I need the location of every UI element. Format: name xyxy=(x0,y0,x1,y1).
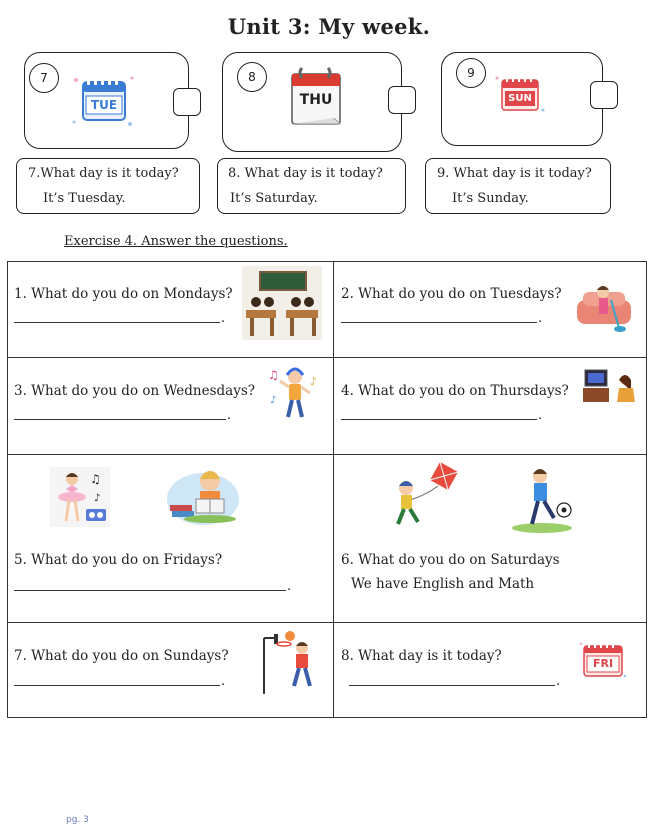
answer-line-8[interactable] xyxy=(349,685,555,686)
table-divider-row xyxy=(7,454,647,455)
qa-answer: It’s Tuesday. xyxy=(43,191,126,206)
page-title: Unit 3: My week. xyxy=(227,14,431,39)
answer-period: . xyxy=(221,311,226,326)
reading-child-picture xyxy=(166,461,240,525)
qa-box-1 xyxy=(16,158,200,214)
answer-period: . xyxy=(227,408,232,423)
page-number: pg. 3 xyxy=(66,815,89,825)
question-1: 1. What do you do on Mondays? xyxy=(14,286,233,302)
tue-label: TUE xyxy=(90,98,118,112)
calendar-sun-icon xyxy=(493,72,547,116)
question-8: 8. What day is it today? xyxy=(341,648,502,664)
qa-box-2 xyxy=(217,158,406,214)
answer-period: . xyxy=(287,579,292,594)
qa-question: 9. What day is it today? xyxy=(437,166,592,181)
qa-answer: It’s Saturday. xyxy=(230,191,318,206)
answer-line-5[interactable] xyxy=(14,590,286,591)
classroom-picture xyxy=(242,266,322,340)
kite-boy-picture xyxy=(388,460,462,530)
tick-box-2[interactable] xyxy=(388,86,416,114)
answer-line-2[interactable] xyxy=(341,322,537,323)
answer-period: . xyxy=(556,674,561,689)
calendar-fri-icon xyxy=(578,640,628,680)
ballet-dancer-picture xyxy=(50,467,110,527)
answer-line-1[interactable] xyxy=(14,322,220,323)
question-4: 4. What do you do on Thursdays? xyxy=(341,383,569,399)
svg-text:♪: ♪ xyxy=(310,375,318,388)
qa-question: 8. What day is it today? xyxy=(228,166,383,181)
answer-line-4[interactable] xyxy=(341,419,537,420)
qa-answer: It’s Sunday. xyxy=(452,191,529,206)
exercise-title: Exercise 4. Answer the questions. xyxy=(64,234,288,249)
table-divider-row xyxy=(7,357,647,358)
calendar-thu-icon xyxy=(286,66,346,128)
qa-question: 7.What day is it today? xyxy=(28,166,179,181)
calendar-tue-icon xyxy=(70,72,138,132)
answer-period: . xyxy=(538,408,543,423)
tick-box-1[interactable] xyxy=(173,88,201,116)
card-number-2: 8 xyxy=(237,62,267,92)
basketball-boy-picture xyxy=(260,628,322,696)
tick-box-3[interactable] xyxy=(590,81,618,109)
table-divider-vertical xyxy=(333,261,334,718)
question-5: 5. What do you do on Fridays? xyxy=(14,552,223,568)
answer-period: . xyxy=(538,311,543,326)
svg-text:♫: ♫ xyxy=(90,472,101,486)
answer-period: . xyxy=(221,674,226,689)
card-number-1: 7 xyxy=(29,63,59,93)
thu-label: THU xyxy=(299,92,333,108)
table-divider-row xyxy=(7,622,647,623)
svg-text:♫: ♫ xyxy=(268,368,279,382)
question-6: 6. What do you do on Saturdays xyxy=(341,552,560,568)
answer-line-3[interactable] xyxy=(14,419,226,420)
music-boy-picture xyxy=(266,363,324,421)
question-3: 3. What do you do on Wednesdays? xyxy=(14,383,255,399)
svg-text:♪: ♪ xyxy=(270,395,277,406)
question-7: 7. What do you do on Sundays? xyxy=(14,648,229,664)
card-number-3: 9 xyxy=(456,58,486,88)
cleaning-girl-picture xyxy=(573,282,635,334)
answer-6: We have English and Math xyxy=(351,576,535,592)
watching-tv-picture xyxy=(583,366,637,408)
qa-box-3 xyxy=(425,158,611,214)
fri-label: FRI xyxy=(592,657,614,670)
answer-line-7[interactable] xyxy=(14,685,220,686)
sun-label: SUN xyxy=(508,93,532,104)
svg-text:♪: ♪ xyxy=(94,493,101,504)
question-2: 2. What do you do on Tuesdays? xyxy=(341,286,562,302)
football-boy-picture xyxy=(510,466,574,534)
